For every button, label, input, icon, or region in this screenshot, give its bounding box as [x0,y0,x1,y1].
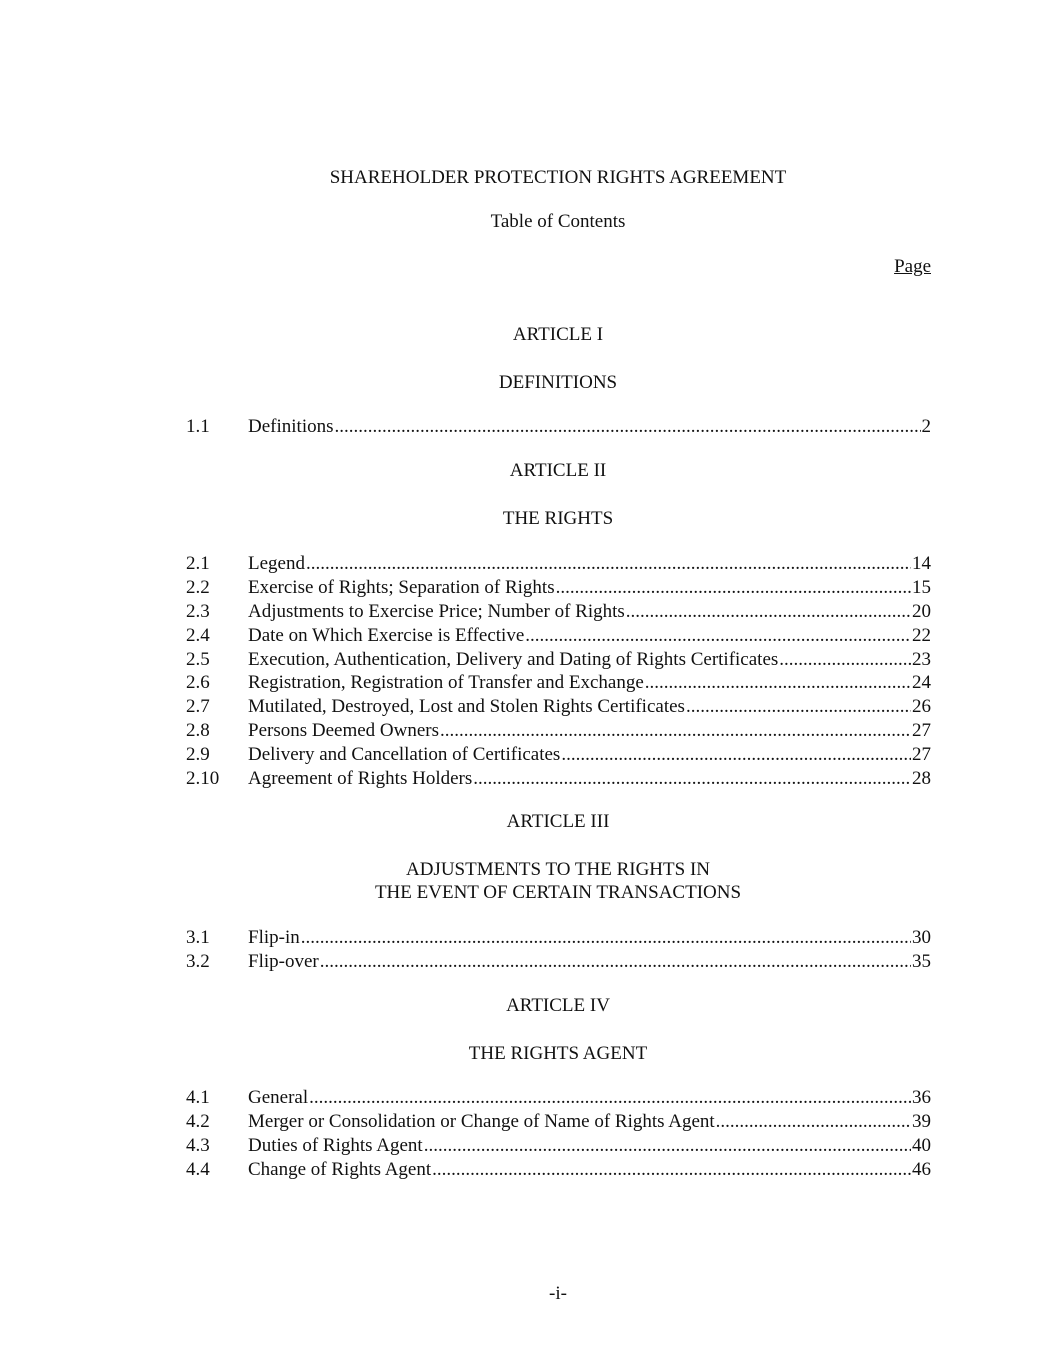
toc-entry-page: 23 [912,649,931,670]
toc-entry-page: 22 [912,625,931,646]
toc-entry[interactable] [186,1158,931,1182]
article-label: ARTICLE II [509,460,607,481]
toc-entry-page: 40 [912,1135,931,1156]
toc-entry[interactable] [186,1134,931,1158]
toc-entry-number: 2.1 [186,553,210,574]
toc-entry-page: 39 [912,1111,931,1132]
toc-entry-number: 2.5 [186,649,210,670]
toc-entry[interactable] [186,767,931,791]
document-title: SHAREHOLDER PROTECTION RIGHTS AGREEMENT [329,167,787,188]
toc-entry[interactable] [186,600,931,624]
toc-entry-title: Flip-in [248,927,300,948]
toc-entry-title: Mutilated, Destroyed, Lost and Stolen Rights Certificates [248,696,685,717]
toc-entry-page: 24 [912,672,931,693]
toc-entry-title: Persons Deemed Owners [248,720,440,741]
toc-entry-title: Duties of Rights Agent [248,1135,423,1156]
toc-entry[interactable] [186,576,931,600]
dot-leader [525,624,911,648]
article-heading: THE EVENT OF CERTAIN TRANSACTIONS [374,882,742,903]
toc-entry-number: 2.2 [186,577,210,598]
toc-entry-number: 4.3 [186,1135,210,1156]
toc-entry-number: 2.4 [186,625,210,646]
toc-entry-title: Date on Which Exercise is Effective [248,625,525,646]
dot-leader [432,1158,911,1182]
toc-entry-number: 4.1 [186,1087,210,1108]
toc-entry[interactable] [186,743,931,767]
dot-leader [779,648,911,672]
dot-leader [561,743,911,767]
toc-entry-title: Merger or Consolidation or Change of Name of Rights Agent [248,1111,715,1132]
toc-entry-title: Agreement of Rights Holders [248,768,473,789]
toc-entry-page: 20 [912,601,931,622]
toc-entry-number: 2.9 [186,744,210,765]
page-number-footer: -i- [549,1283,567,1304]
toc-entry-title: Exercise of Rights; Separation of Rights [248,577,555,598]
dot-leader [556,576,911,600]
dot-leader [686,695,911,719]
toc-entry[interactable] [186,950,931,974]
toc-entry-page: 14 [912,553,931,574]
toc-entry-number: 4.2 [186,1111,210,1132]
toc-heading: Table of Contents [490,211,626,232]
toc-entry-page: 26 [912,696,931,717]
article-heading: DEFINITIONS [498,372,618,393]
article-heading: THE RIGHTS AGENT [468,1043,648,1064]
toc-entry-number: 2.10 [186,768,220,789]
toc-entry-page: 28 [912,768,931,789]
toc-entry-title: General [248,1087,309,1108]
toc-entry[interactable] [186,695,931,719]
dot-leader [626,600,911,624]
toc-entry[interactable] [186,1110,931,1134]
toc-entry-title: Definitions [248,416,334,437]
article-heading: THE RIGHTS [502,508,614,529]
toc-entry-number: 3.1 [186,927,210,948]
article-label: ARTICLE III [506,811,610,832]
toc-entry-page: 36 [912,1087,931,1108]
toc-entry-page: 2 [921,416,931,437]
toc-entry-page: 15 [912,577,931,598]
toc-entry-page: 30 [912,927,931,948]
article-label: ARTICLE IV [506,995,610,1016]
toc-entry-page: 46 [912,1159,931,1180]
article-heading: ADJUSTMENTS TO THE RIGHTS IN [405,859,711,880]
dot-leader [645,671,911,695]
toc-entry-number: 2.7 [186,696,210,717]
toc-entry[interactable] [186,926,931,950]
toc-entry-title: Legend [248,553,305,574]
toc-entry[interactable] [186,415,931,439]
dot-leader [335,415,921,439]
toc-entry-number: 2.3 [186,601,210,622]
toc-entry[interactable] [186,552,931,576]
dot-leader [424,1134,911,1158]
toc-entry-number: 2.6 [186,672,210,693]
toc-entry-number: 4.4 [186,1159,210,1180]
toc-entry-page: 35 [912,951,931,972]
toc-entry-title: Execution, Authentication, Delivery and Dating of Rights Certificates [248,649,779,670]
toc-entry-number: 3.2 [186,951,210,972]
toc-entry[interactable] [186,719,931,743]
dot-leader [716,1110,911,1134]
toc-entry[interactable] [186,648,931,672]
dot-leader [473,767,911,791]
toc-entry[interactable] [186,624,931,648]
dot-leader [440,719,911,743]
toc-entry[interactable] [186,1086,931,1110]
dot-leader [309,1086,911,1110]
article-label: ARTICLE I [512,324,604,345]
toc-entry-number: 1.1 [186,416,210,437]
toc-entry-title: Adjustments to Exercise Price; Number of Rights [248,601,625,622]
toc-entry-title: Registration, Registration of Transfer and Exchange [248,672,644,693]
dot-leader [320,950,911,974]
dot-leader [301,926,911,950]
toc-entry-number: 2.8 [186,720,210,741]
toc-entry-page: 27 [912,720,931,741]
toc-entry-title: Change of Rights Agent [248,1159,432,1180]
toc-entry-title: Delivery and Cancellation of Certificates [248,744,561,765]
toc-entry[interactable] [186,671,931,695]
toc-entry-page: 27 [912,744,931,765]
dot-leader [306,552,911,576]
page-column-label: Page [894,256,931,277]
toc-entry-title: Flip-over [248,951,319,972]
